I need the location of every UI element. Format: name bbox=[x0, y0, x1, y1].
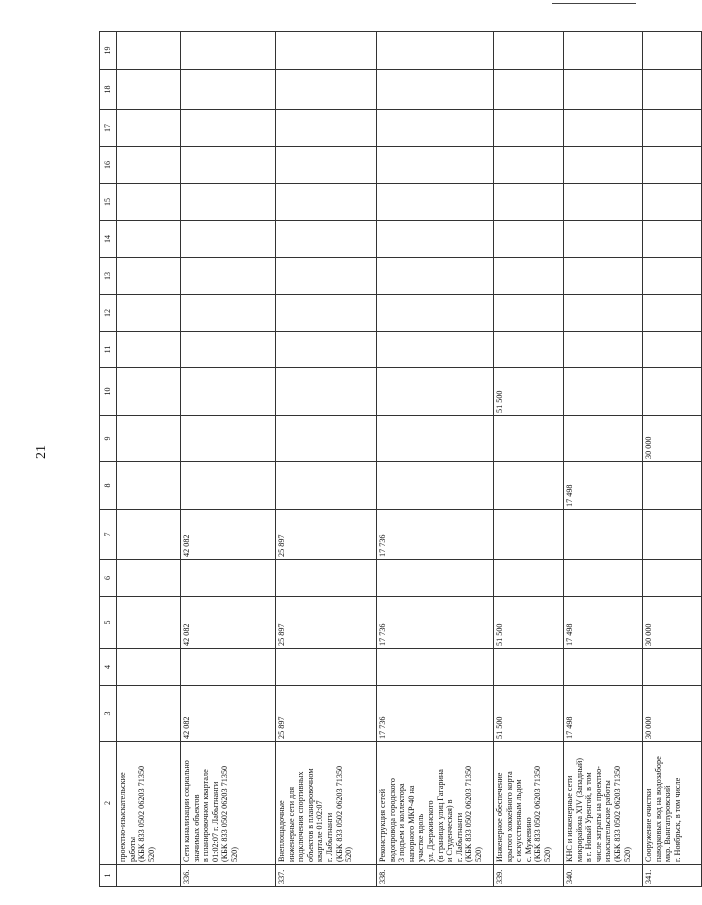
row-description: Внеплощадочные инженерные сети для подключения спортивных объектов в планировочном квартале 01:02:07 г. Лабытнанги (КБК 833 0502 06203 71350 520) bbox=[276, 742, 377, 865]
column-header: 14 bbox=[100, 221, 117, 258]
value-cell-8 bbox=[117, 462, 181, 510]
column-header: 1 bbox=[100, 865, 117, 887]
value-cell-4 bbox=[643, 649, 702, 686]
value-cell-9 bbox=[181, 416, 276, 462]
column-header: 11 bbox=[100, 332, 117, 368]
value-cell-9 bbox=[276, 416, 377, 462]
value-cell-3: 42 082 bbox=[181, 686, 276, 742]
row-description: Сооружение очистки паводковых вод на водозаборе мкр. Вынгапуровский г. Ноябрьск, в том числе bbox=[643, 742, 702, 865]
empty-cell bbox=[276, 32, 377, 70]
column-header: 18 bbox=[100, 70, 117, 110]
row-number: 336. bbox=[181, 865, 276, 887]
column-header: 12 bbox=[100, 295, 117, 332]
value-cell-5: 42 082 bbox=[181, 597, 276, 649]
empty-cell bbox=[181, 32, 276, 70]
value-cell-3: 51 500 bbox=[494, 686, 564, 742]
column-header: 2 bbox=[100, 742, 117, 865]
row-number: 339. bbox=[494, 865, 564, 887]
column-header: 8 bbox=[100, 462, 117, 510]
empty-cell bbox=[377, 147, 494, 184]
empty-cell bbox=[276, 70, 377, 110]
column-header: 6 bbox=[100, 560, 117, 597]
empty-cell bbox=[494, 258, 564, 295]
empty-cell bbox=[181, 184, 276, 221]
empty-cell bbox=[564, 332, 643, 368]
empty-cell bbox=[276, 295, 377, 332]
empty-cell bbox=[494, 221, 564, 258]
value-cell-9: 30 000 bbox=[643, 416, 702, 462]
row-number: 337. bbox=[276, 865, 377, 887]
empty-cell bbox=[643, 184, 702, 221]
empty-cell bbox=[181, 221, 276, 258]
empty-cell bbox=[377, 32, 494, 70]
row-number: 340. bbox=[564, 865, 643, 887]
empty-cell bbox=[276, 258, 377, 295]
value-cell-10 bbox=[643, 368, 702, 416]
value-cell-10 bbox=[564, 368, 643, 416]
empty-cell bbox=[643, 147, 702, 184]
empty-cell bbox=[643, 295, 702, 332]
value-cell-6 bbox=[643, 560, 702, 597]
value-cell-5 bbox=[117, 597, 181, 649]
value-cell-3: 25 897 bbox=[276, 686, 377, 742]
value-cell-7 bbox=[494, 510, 564, 560]
value-cell-6 bbox=[377, 560, 494, 597]
value-cell-8 bbox=[494, 462, 564, 510]
empty-cell bbox=[377, 221, 494, 258]
empty-cell bbox=[276, 332, 377, 368]
empty-cell bbox=[564, 295, 643, 332]
empty-cell bbox=[494, 295, 564, 332]
rotated-table-container bbox=[99, 34, 682, 887]
value-cell-5: 17 736 bbox=[377, 597, 494, 649]
value-cell-10 bbox=[377, 368, 494, 416]
empty-cell bbox=[181, 70, 276, 110]
empty-cell bbox=[117, 332, 181, 368]
column-header: 9 bbox=[100, 416, 117, 462]
empty-cell bbox=[117, 70, 181, 110]
value-cell-7: 42 082 bbox=[181, 510, 276, 560]
empty-cell bbox=[494, 147, 564, 184]
value-cell-6 bbox=[564, 560, 643, 597]
table-row bbox=[276, 32, 377, 887]
column-header: 10 bbox=[100, 368, 117, 416]
value-cell-5: 25 897 bbox=[276, 597, 377, 649]
empty-cell bbox=[564, 147, 643, 184]
empty-cell bbox=[117, 147, 181, 184]
empty-cell bbox=[494, 32, 564, 70]
row-description: Реконструкция сетей водопровода городского 3 подъем и коллектора напорного МКР-40 на участке вдоль ул. Дзержинского (в границах улиц Гагарина и Студенческая) в г. Лабытнанги (КБК 833 0502 06203 71350 520) bbox=[377, 742, 494, 865]
value-cell-4 bbox=[564, 649, 643, 686]
empty-cell bbox=[377, 258, 494, 295]
column-header: 4 bbox=[100, 649, 117, 686]
empty-cell bbox=[276, 221, 377, 258]
empty-cell bbox=[643, 221, 702, 258]
empty-cell bbox=[181, 110, 276, 147]
column-header: 15 bbox=[100, 184, 117, 221]
value-cell-9 bbox=[564, 416, 643, 462]
empty-cell bbox=[564, 32, 643, 70]
value-cell-4 bbox=[377, 649, 494, 686]
column-header: 17 bbox=[100, 110, 117, 147]
empty-cell bbox=[276, 110, 377, 147]
row-number bbox=[117, 865, 181, 887]
empty-cell bbox=[377, 295, 494, 332]
column-header: 13 bbox=[100, 258, 117, 295]
table-row bbox=[377, 32, 494, 887]
value-cell-4 bbox=[117, 649, 181, 686]
row-number: 338. bbox=[377, 865, 494, 887]
value-cell-8: 17 498 bbox=[564, 462, 643, 510]
empty-cell bbox=[643, 70, 702, 110]
column-header: 7 bbox=[100, 510, 117, 560]
empty-cell bbox=[377, 110, 494, 147]
budget-table bbox=[99, 31, 702, 887]
value-cell-8 bbox=[377, 462, 494, 510]
empty-cell bbox=[564, 221, 643, 258]
empty-cell bbox=[564, 184, 643, 221]
empty-cell bbox=[494, 110, 564, 147]
row-description: проектно-изыскательские работы (КБК 833 0502 06203 71350 520) bbox=[117, 742, 181, 865]
empty-cell bbox=[377, 332, 494, 368]
value-cell-4 bbox=[181, 649, 276, 686]
empty-cell bbox=[117, 295, 181, 332]
value-cell-7: 17 736 bbox=[377, 510, 494, 560]
row-description: Сети канализации социально значимых объектов в планировочном квартале 01:02:07 г. Лабытнанги (КБК 833 0502 06203 71350 520) bbox=[181, 742, 276, 865]
value-cell-7 bbox=[564, 510, 643, 560]
value-cell-7 bbox=[117, 510, 181, 560]
value-cell-5: 30 000 bbox=[643, 597, 702, 649]
value-cell-4 bbox=[494, 649, 564, 686]
table-row bbox=[494, 32, 564, 887]
empty-cell bbox=[181, 147, 276, 184]
value-cell-4 bbox=[276, 649, 377, 686]
empty-cell bbox=[117, 110, 181, 147]
empty-cell bbox=[494, 184, 564, 221]
row-description: КНС и инженерные сети микрорайона XIV (Западный) в г. Новый Уренгой, в том числе затраты на проектно- изыскательские работы (КБК 833 0502 06203 71350 520) bbox=[564, 742, 643, 865]
value-cell-9 bbox=[494, 416, 564, 462]
empty-cell bbox=[181, 295, 276, 332]
value-cell-6 bbox=[494, 560, 564, 597]
empty-cell bbox=[643, 332, 702, 368]
row-description: Инженерное обеспечение крытого хоккейного корта с искусственным льдом с. Мужевино (КБК 833 0502 06203 71350 520) bbox=[494, 742, 564, 865]
value-cell-6 bbox=[276, 560, 377, 597]
table-row bbox=[181, 32, 276, 887]
header-row bbox=[100, 32, 117, 887]
value-cell-10 bbox=[181, 368, 276, 416]
empty-cell bbox=[564, 110, 643, 147]
value-cell-9 bbox=[117, 416, 181, 462]
value-cell-5: 51 500 bbox=[494, 597, 564, 649]
value-cell-5: 17 498 bbox=[564, 597, 643, 649]
column-header: 5 bbox=[100, 597, 117, 649]
value-cell-7: 25 897 bbox=[276, 510, 377, 560]
value-cell-6 bbox=[181, 560, 276, 597]
empty-cell bbox=[643, 110, 702, 147]
empty-cell bbox=[181, 258, 276, 295]
value-cell-8 bbox=[643, 462, 702, 510]
empty-cell bbox=[181, 332, 276, 368]
empty-cell bbox=[564, 70, 643, 110]
empty-cell bbox=[117, 258, 181, 295]
empty-cell bbox=[276, 184, 377, 221]
value-cell-9 bbox=[377, 416, 494, 462]
empty-cell bbox=[117, 221, 181, 258]
row-number: 341. bbox=[643, 865, 702, 887]
value-cell-6 bbox=[117, 560, 181, 597]
empty-cell bbox=[494, 70, 564, 110]
empty-cell bbox=[494, 332, 564, 368]
value-cell-3: 17 736 bbox=[377, 686, 494, 742]
column-header: 19 bbox=[100, 32, 117, 70]
top-rule bbox=[552, 3, 636, 4]
empty-cell bbox=[276, 147, 377, 184]
value-cell-3 bbox=[117, 686, 181, 742]
value-cell-8 bbox=[181, 462, 276, 510]
empty-cell bbox=[117, 184, 181, 221]
table-row bbox=[117, 32, 181, 887]
value-cell-8 bbox=[276, 462, 377, 510]
value-cell-7 bbox=[643, 510, 702, 560]
page-number: 21 bbox=[34, 445, 49, 459]
empty-cell bbox=[564, 258, 643, 295]
table-row bbox=[643, 32, 702, 887]
value-cell-3: 30 000 bbox=[643, 686, 702, 742]
empty-cell bbox=[377, 184, 494, 221]
value-cell-3: 17 498 bbox=[564, 686, 643, 742]
empty-cell bbox=[117, 32, 181, 70]
value-cell-10 bbox=[117, 368, 181, 416]
column-header: 16 bbox=[100, 147, 117, 184]
value-cell-10: 51 500 bbox=[494, 368, 564, 416]
value-cell-10 bbox=[276, 368, 377, 416]
table-row bbox=[564, 32, 643, 887]
empty-cell bbox=[643, 32, 702, 70]
column-header: 3 bbox=[100, 686, 117, 742]
empty-cell bbox=[643, 258, 702, 295]
empty-cell bbox=[377, 70, 494, 110]
